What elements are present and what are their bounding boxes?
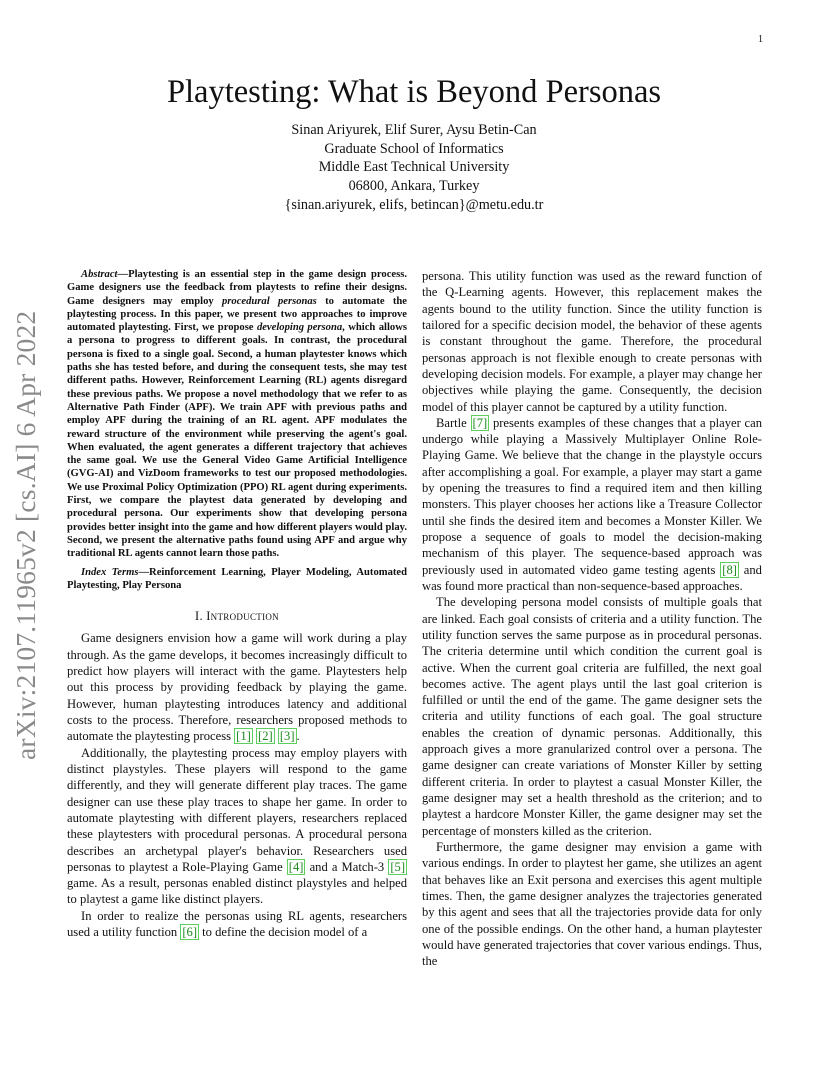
section-title: Introduction bbox=[206, 609, 279, 624]
abstract-em-2: developing persona bbox=[256, 322, 343, 334]
citation-link[interactable]: [6] bbox=[182, 925, 198, 940]
right-column bbox=[422, 268, 762, 969]
body-paragraph bbox=[67, 745, 407, 908]
citation-link[interactable]: [3] bbox=[279, 729, 295, 744]
abstract-text-2: to automate the playtesting process. In this paper, we present two approaches to improve automated playtesting. First, we propose bbox=[67, 295, 407, 334]
author-address: 06800, Ankara, Turkey bbox=[348, 178, 480, 195]
citation-link[interactable]: [7] bbox=[472, 415, 488, 430]
body-paragraph: The developing persona model consists of multiple goals that are linked. Each goal consists of criteria and a utility function. The utility function serves the same purpose as in procedural personas. The criteria determine until which condition the current goal is active. When the current goal criteria are fulfilled, the next goal becomes active. The agent plays until the last goal criterion is fulfilled or until the end of the game. The game designer sets the criteria and utility functions of each goal. The goal structure enables the creation of dynamic personas. Additionally, this approach gives a more granularized control over a persona. The game designer can create variations of Monster Killer by setting different criteria. In order to playtest a casual Monster Killer, the game designer may set a health threshold as the criterion; and to playtest a hardcore Monster Killer, the game designer may set the percentage of monsters killed as the criterion. bbox=[422, 595, 762, 838]
paragraph-text: game. As a result, personas enabled distinct playstyles and helped to playtest a game like distinct players. bbox=[67, 876, 407, 907]
arxiv-identifier: arXiv:2107.11965v2 [cs.AI] 6 Apr 2022 bbox=[10, 310, 41, 760]
paragraph-text: presents examples of these changes that a player can undergo while playing a Massively Multiplayer Online Role-Playing Game. We believe that the change in the playstyle occurs after accomplishing a goal. For example, a player may start a game by opening the treasures to find a required item and then killing monsters. This player chooses her actions like a Treasure Collector until she finds the desired item and becomes a Monster Killer. We propose a sequence of goals to model the decision-making mechanism of this player. The sequence-based approach was previously used in automated video game testing agents bbox=[422, 415, 762, 577]
paragraph-text: to define the decision model of a bbox=[199, 925, 368, 940]
paragraph-text: . bbox=[296, 729, 300, 744]
author-university: Middle East Technical University bbox=[318, 159, 510, 176]
paragraph-text: and a Match-3 bbox=[305, 859, 389, 874]
paragraph-text: In order to realize the personas using RL agents, researchers used a utility function bbox=[67, 908, 407, 940]
body-paragraph bbox=[67, 630, 407, 744]
body-paragraph bbox=[67, 908, 407, 941]
author-block bbox=[0, 121, 828, 215]
paper-title: Playtesting: What is Beyond Personas bbox=[166, 74, 662, 110]
left-column bbox=[67, 268, 407, 940]
citation-link[interactable]: [8] bbox=[722, 562, 737, 577]
abstract-em-1: procedural personas bbox=[221, 295, 317, 307]
citation-link[interactable]: [2] bbox=[258, 729, 273, 744]
abstract bbox=[67, 268, 407, 561]
abstract-text-3: , which allows a persona to progress to different goals. In contrast, the procedural persona is fixed to a single goal. Second, a human playtester knows which paths she has tested before, and during the consequent tests, she may test different paths. However, Reinforcement Learning (RL) agents disregard these previous paths. We propose a novel methodology that we refer to as Alternative Path Finder (APF). We train APF with previous paths and employ APF during the training of an RL agent. APF modulates the reward structure of the environment while preserving the agent's goal. When evaluated, the agent generates a different trajectory that achieves the same goal. We use the General Video Game Artificial Intelligence (GVG-AI) and VizDoom frameworks to test our proposed methodologies. We use Proximal Policy Optimization (PPO) RL agent during experiments. First, we compare the playtest data generated by developing and procedural persona. Our experiments show that developing persona provides better insight into the game and how different players would play. Second, we present the alternative paths found using APF and argue why traditional RL agents cannot learn those paths. bbox=[67, 322, 407, 560]
author-emails: {sinan.ariyurek, elifs, betincan}@metu.edu.tr bbox=[284, 196, 544, 213]
citation-link[interactable]: [5] bbox=[390, 859, 406, 874]
citation-link[interactable]: [1] bbox=[236, 729, 251, 744]
paragraph-text: Additionally, the playtesting process may employ players with distinct playstyles. These players will respond to the game differently, and they will generate different play traces. The game designer can use these play traces to shape her game. In order to automate playtesting with different players, researchers replaced these playtesters with procedural personas. A procedural persona describes an archetypal player's behavior. Researchers used personas to playtest a Role-Playing Game bbox=[67, 745, 407, 874]
section-numeral: I. bbox=[195, 609, 207, 624]
paragraph-text: Bartle bbox=[436, 415, 471, 430]
abstract-text-1: —Playtesting is an essential step in the game design process. Game designers use the feedback from playtests to refine their designs. Game designers may employ bbox=[67, 269, 407, 307]
author-school: Graduate School of Informatics bbox=[324, 140, 504, 157]
body-paragraph: persona. This utility function was used as the reward function of the Q-Learning agents. However, this replacement makes the agents bound to the utility function. Since the utility function is tailored for a specific decision model, the behavior of these agents is constant throughout the game. Therefore, the procedural personas approach is not flexible enough to create personas with developing decision models. For example, a player may change her objectives while playing the game. Consequently, the decision model of this player cannot be captured by a utility function. bbox=[422, 269, 762, 414]
paragraph-text: Game designers envision how a game will work during a play through. As the game develops, it becomes increasingly difficult to predict how players will interact with the game. Playtesters help out this process by providing feedback by playing the game. However, human playtesting introduces latency and additional costs to the process. Therefore, researchers proposed methods to automate the playtesting process bbox=[67, 631, 407, 744]
body-paragraph bbox=[422, 415, 762, 594]
abstract-label: Abstract bbox=[81, 269, 118, 280]
index-terms-label: Index Terms bbox=[81, 566, 139, 578]
body-paragraph: Furthermore, the game designer may envision a game with various endings. In order to playtest her game, she utilizes an agent that behaves like an Exit persona and exercises this agent multiple times. Then, the game designer analyzes the trajectories generated by this agent and sees that all the trajectories provide data for only one of the possible endings. On the other hand, a human playtester would have generated trajectories that cover various endings. Thus, the bbox=[422, 839, 762, 969]
index-terms-text: —Reinforcement Learning, Player Modeling, Automated Playtesting, Play Persona bbox=[67, 566, 407, 591]
index-terms bbox=[67, 566, 407, 593]
citation-link[interactable]: [4] bbox=[288, 859, 304, 874]
paragraph-text: and was found more practical than non-sequence-based approaches. bbox=[422, 562, 762, 593]
section-heading-introduction bbox=[67, 608, 407, 624]
page-number: 1 bbox=[758, 34, 763, 45]
author-names: Sinan Ariyurek, Elif Surer, Aysu Betin-Can bbox=[291, 122, 537, 138]
